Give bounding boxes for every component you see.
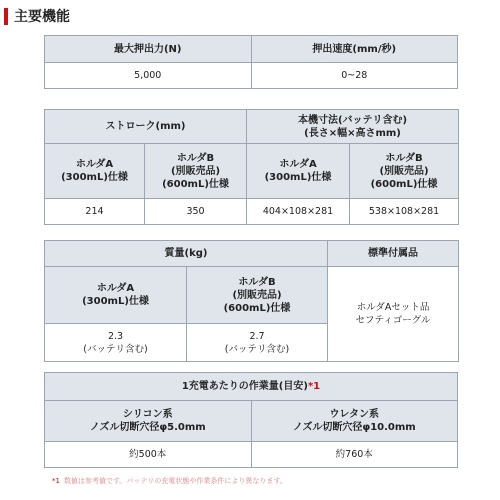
holder-sold-separately: (別販売品)	[170, 165, 221, 177]
holder-spec: (600mL)仕様	[370, 178, 438, 190]
silicone-header	[45, 401, 252, 442]
accessory-safety-goggles: セフティゴーグル	[355, 315, 431, 326]
footnote-mark: *1	[307, 381, 321, 392]
weight-holder-a-header	[45, 267, 187, 324]
dimensions-header-line2: (長さ×幅×高さmm)	[304, 127, 401, 139]
spec-table-work-per-charge	[44, 372, 458, 468]
stroke-holder-a-header	[45, 144, 145, 199]
title-accent-bar	[4, 8, 8, 25]
accessories-value	[328, 267, 459, 362]
urethane-header	[251, 401, 458, 442]
holder-spec: (300mL)仕様	[264, 172, 332, 183]
dimensions-header	[247, 110, 459, 144]
weight-holder-b-header	[187, 267, 328, 324]
holder-spec: (600mL)仕様	[223, 302, 291, 314]
holder-spec: (300mL)仕様	[61, 172, 128, 183]
holder-spec: (600mL)仕様	[162, 178, 229, 190]
holder-label: ホルダB	[385, 152, 423, 164]
stroke-holder-b-value: 350	[145, 199, 247, 225]
urethane-value: 約760本	[251, 442, 458, 468]
footnote	[52, 476, 287, 486]
weight-holder-b-value	[187, 324, 328, 362]
max-force-value: 5,000	[45, 63, 252, 89]
holder-label: ホルダB	[238, 276, 276, 288]
weight-holder-a-value	[45, 324, 187, 362]
holder-label: ホルダB	[176, 152, 215, 164]
holder-spec: (300mL)仕様	[82, 296, 149, 307]
holder-sold-separately: (別販売品)	[379, 165, 429, 177]
spec-table-weight-accessories	[44, 240, 459, 362]
push-speed-value: 0~28	[251, 63, 458, 89]
silicone-value: 約500本	[45, 442, 252, 468]
page-title: 主要機能	[14, 9, 70, 25]
nozzle-cut-diameter: ノズル切断穴径φ10.0mm	[292, 422, 416, 433]
holder-label: ホルダA	[96, 283, 135, 294]
sealant-type: ウレタン系	[329, 409, 380, 420]
sealant-type: シリコン系	[122, 409, 173, 420]
stroke-holder-b-header	[145, 144, 247, 199]
stroke-holder-a-value: 214	[45, 199, 145, 225]
holder-label: ホルダA	[279, 159, 317, 170]
weight-number: 2.3	[107, 330, 124, 342]
spec-table-force-speed	[44, 35, 458, 89]
work-per-charge-title: 1充電あたりの作業量(目安)	[181, 381, 308, 392]
footnote-mark: *1	[52, 477, 60, 485]
weight-number: 2.7	[249, 330, 265, 342]
weight-note: (バッテリ含む)	[224, 343, 290, 355]
weight-header: 質量(kg)	[45, 241, 328, 267]
dims-holder-b-value: 538×108×281	[350, 199, 459, 225]
holder-sold-separately: (別販売品)	[232, 289, 282, 301]
dims-holder-a-value: 404×108×281	[247, 199, 350, 225]
footnote-text: 数値は参考値です。バッテリの充電状態や作業条件により異なります。	[63, 477, 287, 485]
push-speed-header: 押出速度(mm/秒)	[251, 36, 458, 63]
dimensions-header-line1: 本機寸法(バッテリ含む)	[297, 114, 408, 126]
stroke-header: ストローク(mm)	[45, 110, 247, 144]
accessories-header: 標準付属品	[328, 241, 459, 267]
dims-holder-b-header	[350, 144, 459, 199]
spec-table-stroke-dimensions	[44, 109, 459, 225]
accessory-holder-set: ホルダAセット品	[356, 302, 430, 313]
nozzle-cut-diameter: ノズル切断穴径φ5.0mm	[89, 422, 206, 433]
weight-note: (バッテリ含む)	[83, 343, 148, 355]
holder-label: ホルダA	[75, 159, 114, 170]
dims-holder-a-header	[247, 144, 350, 199]
work-per-charge-header	[45, 373, 458, 401]
max-force-header: 最大押出力(N)	[45, 36, 252, 63]
